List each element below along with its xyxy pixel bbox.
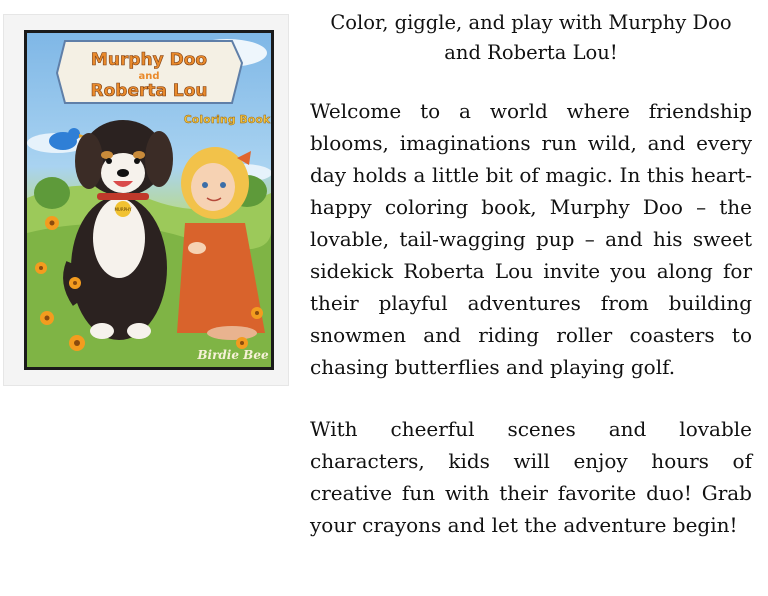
cover-publisher: Birdie Bee	[197, 348, 269, 362]
dog-illustration	[68, 120, 173, 340]
description-column	[310, 8, 752, 571]
cover-title-line2: and	[138, 71, 160, 82]
cover-title-line3: Roberta Lou	[90, 81, 208, 101]
description-paragraph-1: Welcome to a world where friendship blooms, imaginations run wild, and every day holds a little bit of magic. In this heart-happy coloring book, Murphy Doo – the lovable, tail-wagging pup – and his sweet sidekick Roberta Lou invite you along for their playful adventures from building snowmen and riding roller coasters to chasing butterflies and playing golf.	[310, 99, 752, 379]
description-paragraph-2: With cheerful scenes and lovable characters, kids will enjoy hours of creative fun with their favorite duo! Grab your crayons and let the adventure begin!	[310, 417, 752, 537]
cover-subtitle: Coloring Book	[183, 113, 271, 126]
collar-tag-text: MURPHY	[114, 207, 132, 212]
headline: Color, giggle, and play with Murphy Doo and Roberta Lou!	[330, 11, 732, 64]
book-cover-frame	[3, 14, 289, 386]
cover-title-line1: Murphy Doo	[90, 50, 208, 70]
cover-illustration	[27, 33, 271, 367]
book-cover-image	[24, 30, 274, 370]
